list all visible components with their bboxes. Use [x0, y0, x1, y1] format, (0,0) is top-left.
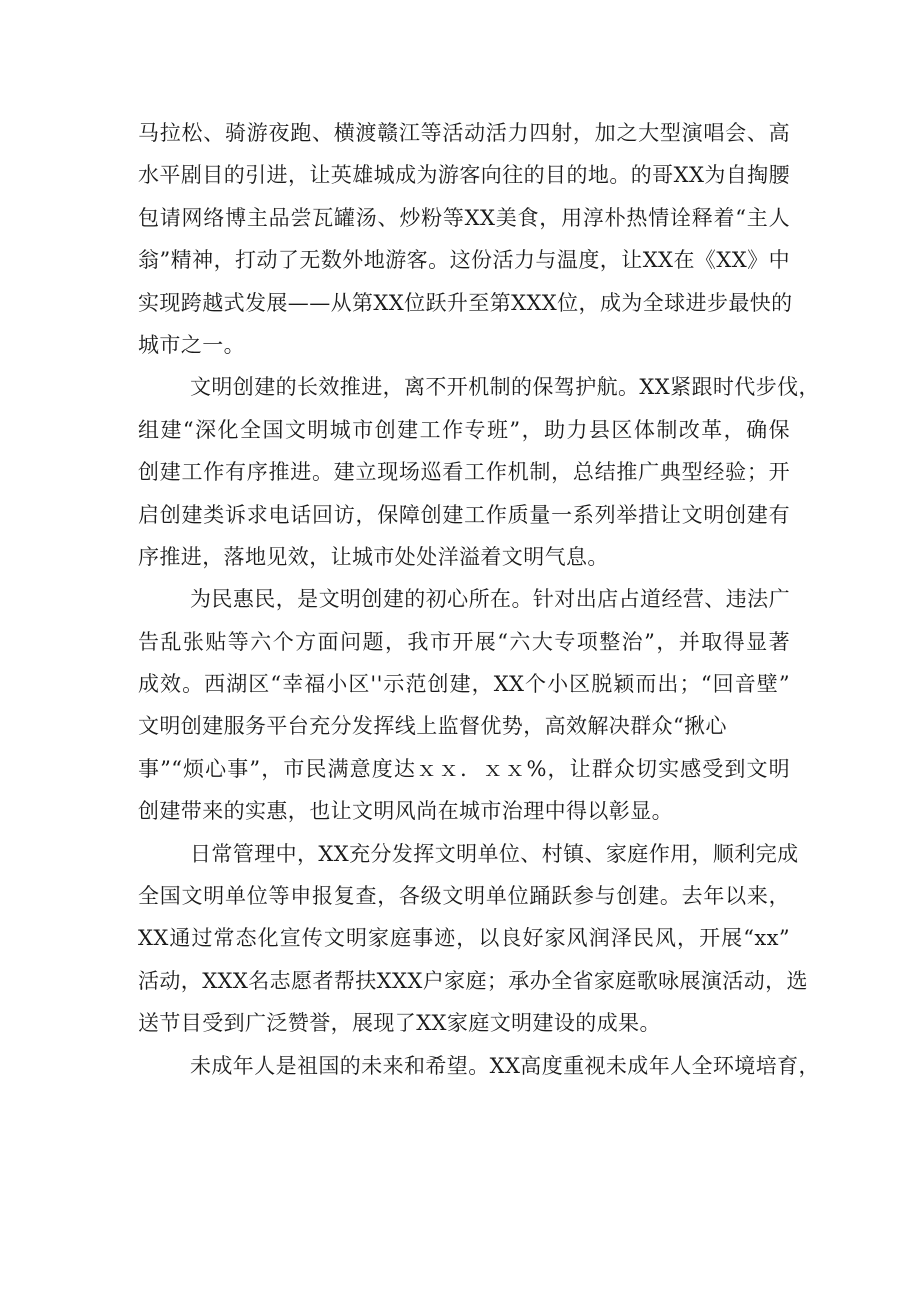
- text-line: 未成年人是祖国的未来和希望。XX高度重视未成年人全环境培育，: [190, 1053, 820, 1078]
- paragraph-5: [138, 1045, 820, 1087]
- text-line: 马拉松、骑游夜跑、横渡赣江等活动活力四射，加之大型演唱会、高: [138, 121, 790, 145]
- text-line: 组建“深化全国文明城市创建工作专班”，助力县区体制改革，确保: [138, 417, 790, 442]
- paragraph-2: [138, 366, 820, 578]
- text-line: 告乱张贴等六个方面问题，我市开展“六大专项整治”，并取得显著: [138, 629, 790, 654]
- text-line: 城市之一。: [138, 332, 245, 357]
- text-line: 为民惠民，是文明创建的初心所在。针对出店占道经营、违法广: [190, 587, 790, 612]
- text-line: 日常管理中，XX充分发挥文明单位、村镇、家庭作用，顺利完成: [190, 841, 799, 866]
- text-line: XX通过常态化宣传文明家庭事迹，以良好家风润泽民风，开展“xx”: [138, 926, 790, 951]
- text-line: 启创建类诉求电话回访，保障创建工作质量一系列举措让文明创建有: [138, 502, 790, 527]
- text-line: 文明创建的长效推进，离不开机制的保驾护航。XX紧跟时代步伐，: [190, 375, 820, 400]
- text-line: 序推进，落地见效，让城市处处洋溢着文明气息。: [138, 544, 609, 569]
- text-line: 事”“烦心事”，市民满意度达ｘｘ．ｘｘ%，让群众切实感受到文明: [138, 756, 790, 781]
- paragraph-3: [138, 578, 790, 832]
- text-line: 翁”精神，打动了无数外地游客。这份活力与温度，让XX在《XX》中: [138, 248, 790, 273]
- document-page: [138, 112, 820, 1087]
- text-line: 全国文明单位等申报复查，各级文明单位踊跃参与创建。去年以来，: [138, 884, 790, 909]
- text-line: 创建带来的实惠，也让文明风尚在城市治理中得以彰显。: [138, 799, 673, 824]
- text-line: 活动，XXX名志愿者帮扶XXX户家庭；承办全省家庭歌咏展演活动，选: [138, 968, 808, 993]
- text-line: 送节目受到广泛赞誉，展现了XX家庭文明建设的成果。: [138, 1011, 661, 1036]
- text-line: 水平剧目的引进，让英雄城成为游客向往的目的地。的哥XX为自掏腰: [138, 163, 790, 188]
- text-line: 成效。西湖区“幸福小区''示范创建，XX个小区脱颖而出；“回音壁”: [138, 672, 790, 697]
- text-line: 实现跨越式发展——从第XX位跃升至第XXX位，成为全球进步最快的: [138, 290, 793, 315]
- text-line: 创建工作有序推进。建立现场巡看工作机制，总结推广典型经验；开: [138, 460, 790, 485]
- paragraph-4: [138, 833, 808, 1045]
- text-line: 文明创建服务平台充分发挥线上监督优势，高效解决群众“揪心: [138, 714, 727, 739]
- text-line: 包请网络博主品尝瓦罐汤、炒粉等XX美食，用淳朴热情诠释着“主人: [138, 205, 790, 230]
- paragraph-1: [138, 112, 793, 366]
